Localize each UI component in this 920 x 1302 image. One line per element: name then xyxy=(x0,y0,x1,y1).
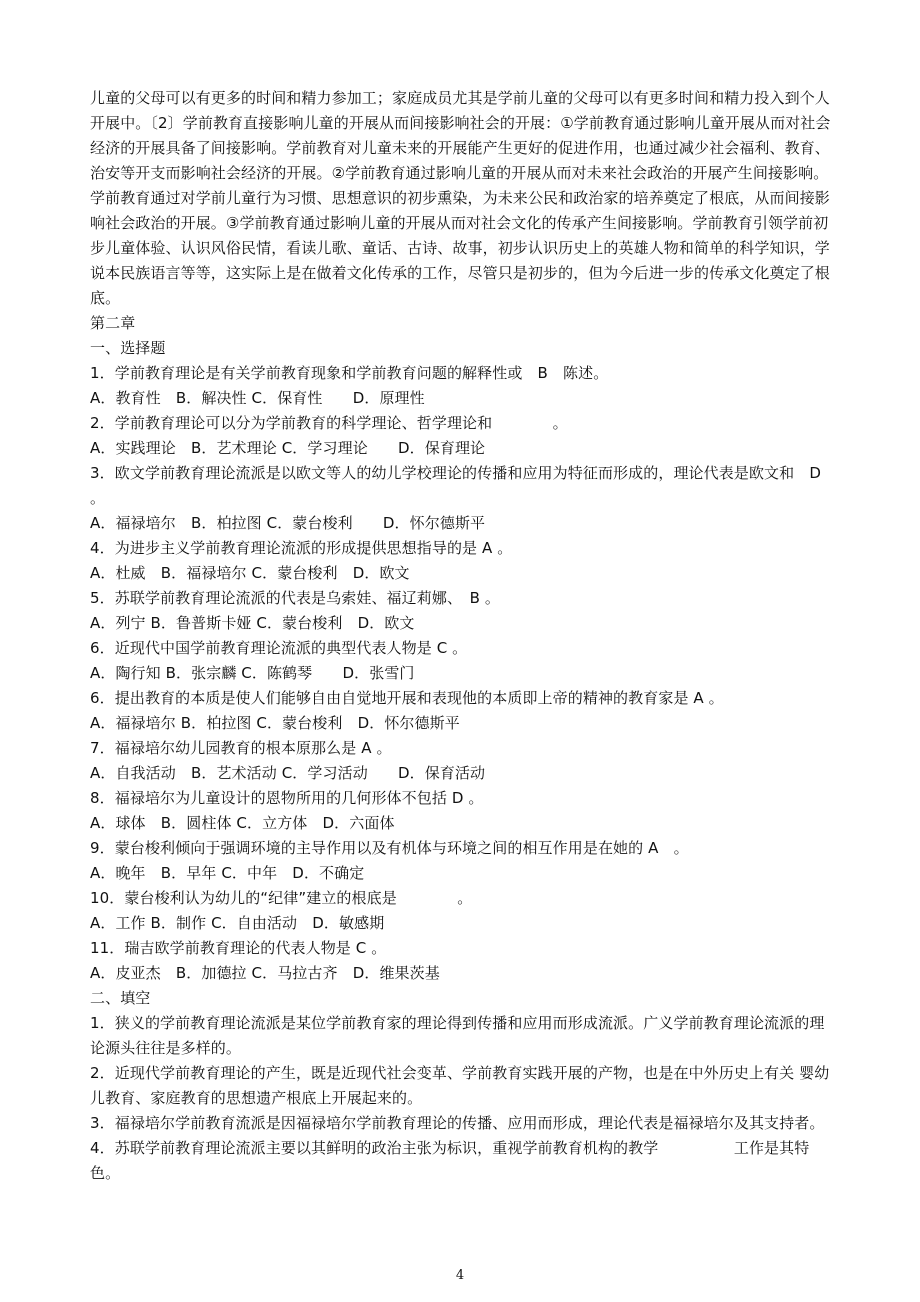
question-options: A．福禄培尔 B．柏拉图 C．蒙台梭利 D．怀尔德斯平 xyxy=(90,714,460,732)
question-text: 11．瑞吉欧学前教育理论的代表人物是 C 。 xyxy=(90,939,387,957)
question-options: A．皮亚杰 B．加德拉 C．马拉古齐 D．维果茨基 xyxy=(90,964,440,982)
question-text: 9．蒙台梭利倾向于强调环境的主导作用以及有机体与环境之间的相互作用是在她的 A 。 xyxy=(90,839,689,857)
section-heading-fill: 二、填空 xyxy=(90,989,151,1007)
question-options: A．晚年 B．早年 C．中年 D．不确定 xyxy=(90,864,365,882)
question-text: 6．提出教育的本质是使人们能够自由自觉地开展和表现他的本质即上帝的精神的教育家是 A 。 xyxy=(90,689,724,707)
section-heading-choice: 一、选择题 xyxy=(90,339,166,357)
question-options: A．杜威 B．福禄培尔 C．蒙台梭利 D．欧文 xyxy=(90,564,410,582)
page-number: 4 xyxy=(455,1268,465,1283)
question-options: A．教育性 B．解决性 C．保育性 D．原理性 xyxy=(90,389,425,407)
document-body xyxy=(90,86,835,1186)
chapter-title: 第二章 xyxy=(90,314,136,332)
fill-item: 2．近现代学前教育理论的产生，既是近现代社会变革、学前教育实践开展的产物，也是在中外历史上有关 婴幼儿教育、家庭教育的思想遗产根底上开展起来的。 xyxy=(90,1064,830,1107)
question-text: 2．学前教育理论可以分为学前教育的科学理论、哲学理论和 。 xyxy=(90,414,568,432)
question-text: 6．近现代中国学前教育理论流派的典型代表人物是 C 。 xyxy=(90,639,468,657)
question-list xyxy=(90,361,835,986)
fill-item: 3．福禄培尔学前教育流派是因福禄培尔学前教育理论的传播、应用而形成，理论代表是福禄培尔及其支持者。 xyxy=(90,1114,825,1132)
question-text: 3．欧文学前教育理论流派是以欧文等人的幼儿学校理论的传播和应用为特征而形成的，理论代表是欧文和 D 。 xyxy=(90,464,821,507)
question-text: 7．福禄培尔幼儿园教育的根本原那么是 A 。 xyxy=(90,739,392,757)
question-options: A．陶行知 B．张宗麟 C．陈鹤琴 D．张雪门 xyxy=(90,664,415,682)
question-options: A．工作 B．制作 C．自由活动 D．敏感期 xyxy=(90,914,385,932)
fill-item: 1．狭义的学前教育理论流派是某位学前教育家的理论得到传播和应用而形成流派。广义学前教育理论流派的理论源头往往是多样的。 xyxy=(90,1014,825,1057)
question-text: 4．为进步主义学前教育理论流派的形成提供思想指导的是 A 。 xyxy=(90,539,513,557)
question-text: 10．蒙台梭利认为幼儿的“纪律”建立的根底是 。 xyxy=(90,889,473,907)
question-options: A．自我活动 B．艺术活动 C．学习活动 D．保育活动 xyxy=(90,764,486,782)
question-options: A．福禄培尔 B．柏拉图 C．蒙台梭利 D．怀尔德斯平 xyxy=(90,514,486,532)
question-text: 8．福禄培尔为儿童设计的恩物所用的几何形体不包括 D 。 xyxy=(90,789,484,807)
intro-paragraph: 儿童的父母可以有更多的时间和精力参加工；家庭成员尤其是学前儿童的父母可以有更多时间和精力投入到个人开展中。〔2〕学前教育直接影响儿童的开展从而间接影响社会的开展：①学前教育通过影响儿童开展从而对社会经济的开展具备了间接影响。学前教育对儿童未来的开展能产生更好的促进作用，也通过减少社会福利、教育、治安等开支而影响社会经济的开展。②学前教育通过影响儿童的开展从而对未来社会政治的开展产生间接影响。学前教育通过对学前儿童行为习惯、思想意识的初步熏染，为未来公民和政治家的培养奠定了根底，从而间接影响社会政治的开展。③学前教育通过影响儿童的开展从而对社会文化的传承产生间接影响。学前教育引领学前初步儿童体验、认识风俗民情，看读儿歌、童话、古诗、故事，初步认识历史上的英雄人物和简单的科学知识，学说本民族语言等等，这实际上是在做着文化传承的工作，尽管只是初步的，但为今后进一步的传承文化奠定了根底。 xyxy=(90,89,831,307)
question-options: A．实践理论 B．艺术理论 C．学习理论 D．保育理论 xyxy=(90,439,486,457)
question-text: 1．学前教育理论是有关学前教育现象和学前教育问题的解释性或 B 陈述。 xyxy=(90,364,609,382)
fill-item: 4．苏联学前教育理论流派主要以其鲜明的政治主张为标识，重视学前教育机构的教学 工作是其特色。 xyxy=(90,1139,810,1182)
question-options: A．球体 B．圆柱体 C．立方体 D．六面体 xyxy=(90,814,395,832)
fill-list xyxy=(90,1011,835,1186)
question-options: A．列宁 B．鲁普斯卡娅 C．蒙台梭利 D．欧文 xyxy=(90,614,415,632)
question-text: 5．苏联学前教育理论流派的代表是乌索娃、福辽莉娜、 B 。 xyxy=(90,589,501,607)
